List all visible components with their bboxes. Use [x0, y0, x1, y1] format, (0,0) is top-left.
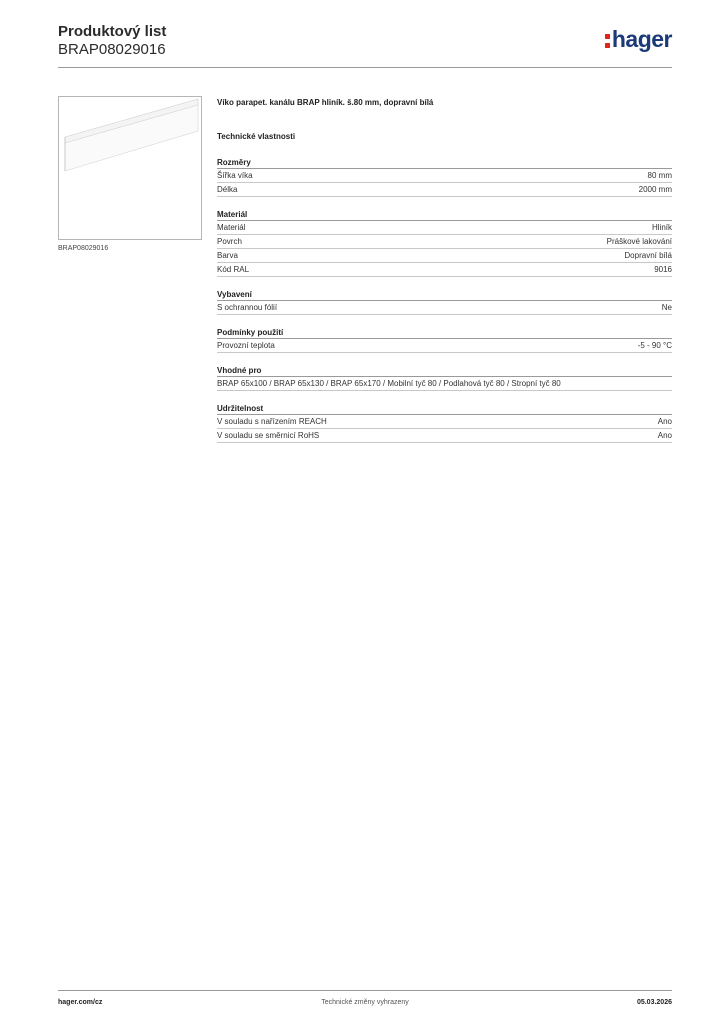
spec-row: [217, 249, 672, 263]
section-title: Podmínky použití: [217, 326, 672, 339]
section-material: [217, 208, 672, 277]
spec-row: [217, 429, 672, 443]
logo-text: hager: [611, 26, 672, 52]
website-link[interactable]: hager.com/cz: [58, 999, 103, 1006]
image-caption: BRAP08029016: [58, 245, 109, 252]
section-suitable-for: [217, 364, 672, 391]
cover-profile-illustration: [59, 97, 201, 239]
spec-row: [217, 221, 672, 235]
spec-value: 80 mm: [647, 171, 672, 180]
spec-label: Barva: [217, 251, 238, 260]
spec-row: [217, 183, 672, 197]
section-equipment: [217, 288, 672, 315]
spec-label: Šířka víka: [217, 171, 253, 180]
page-header: [58, 20, 672, 68]
spec-label: V souladu s nařízením REACH: [217, 417, 327, 426]
tech-heading: Technické vlastnosti: [217, 132, 296, 141]
spec-label: Materiál: [217, 223, 246, 232]
logo-dots-icon: [605, 34, 610, 48]
spec-label: S ochrannou fólií: [217, 303, 278, 312]
spec-row: [217, 263, 672, 277]
section-title: Udržitelnost: [217, 402, 672, 415]
spec-value: Hliník: [651, 223, 672, 232]
section-title: Vhodné pro: [217, 364, 672, 377]
spec-row: [217, 377, 672, 391]
spec-value: 9016: [654, 265, 672, 274]
spec-row: [217, 339, 672, 353]
spec-label: Kód RAL: [217, 265, 250, 274]
spec-label: Povrch: [217, 237, 242, 246]
spec-label: V souladu se směrnicí RoHS: [217, 431, 320, 440]
hager-logo: [605, 26, 672, 53]
product-name: Víko parapet. kanálu BRAP hliník. š.80 mm, dopravní bílá: [217, 98, 434, 107]
section-title: Rozměry: [217, 156, 672, 169]
section-title: Vybavení: [217, 288, 672, 301]
spec-label: Délka: [217, 185, 238, 194]
section-title: Materiál: [217, 208, 672, 221]
spec-label: Provozní teplota: [217, 341, 275, 350]
spec-value: Práškové lakování: [606, 237, 672, 246]
spec-value: Ano: [657, 417, 672, 426]
spec-value: Ano: [657, 431, 672, 440]
document-date: 05.03.2026: [636, 999, 672, 1006]
spec-row: [217, 415, 672, 429]
section-conditions: [217, 326, 672, 353]
spec-row: [217, 169, 672, 183]
spec-value: -5 - 90 °C: [637, 341, 672, 350]
specifications: [217, 96, 672, 454]
spec-row: [217, 301, 672, 315]
spec-label: BRAP 65x100 / BRAP 65x130 / BRAP 65x170 / Mobilní tyč 80 / Podlahová tyč 80 / Stropní tyč 80: [217, 379, 561, 388]
document-title: Produktový list: [58, 23, 167, 40]
spec-value: 2000 mm: [638, 185, 672, 194]
disclaimer: Technické změny vyhrazeny: [321, 999, 409, 1006]
spec-value: Ne: [661, 303, 672, 312]
product-code: BRAP08029016: [58, 41, 166, 58]
page-footer: [58, 990, 672, 1010]
product-image: [58, 96, 202, 240]
spec-value: Dopravní bílá: [624, 251, 672, 260]
section-dimensions: [217, 156, 672, 197]
section-sustainability: [217, 402, 672, 443]
spec-row: [217, 235, 672, 249]
